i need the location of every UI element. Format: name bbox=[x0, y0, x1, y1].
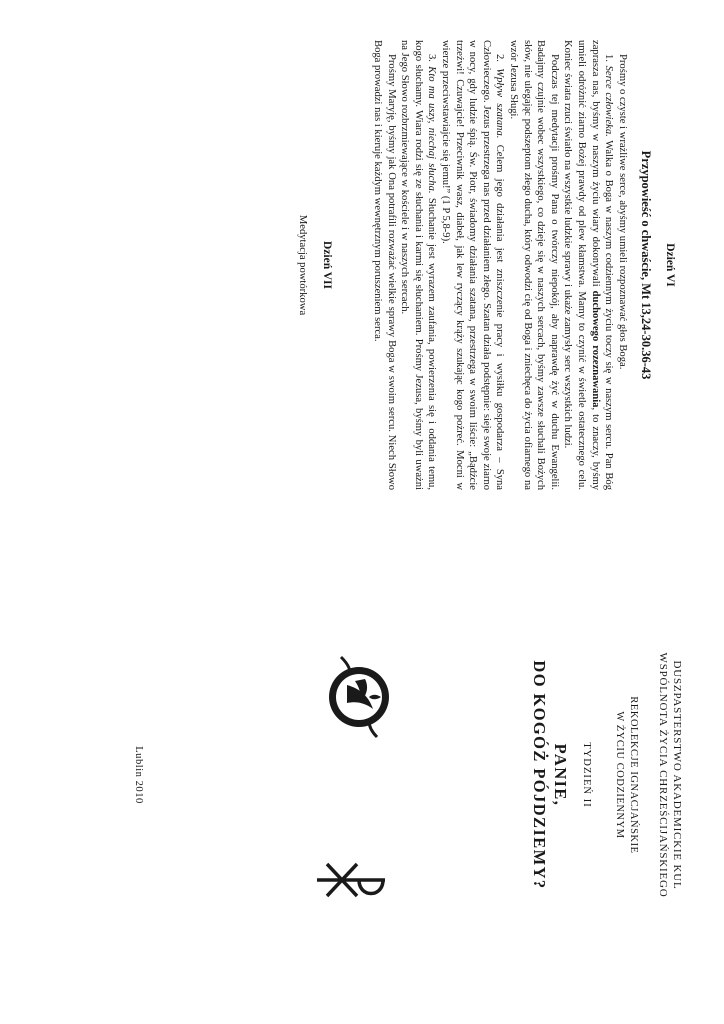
point-2: 2. Wpływ szatana. Celem jego działania jest zniszczenie pracy i wysiłku gospodarza – Syna Człowieczego. Jezus przestrzega nas przed działaniem złego. Szatan działa podstępnie: sieje swoje ziarno w nocy, gdy ludzie śpią. Św. Piotr, świadomy działania szatana, przestrzega w swoim liście: „Bądźcie trzeźwi! Czuwajcie! Przeciwnik wasz, diabeł, jak lew ryczący krąży szukając kogo pożreć. Mocni w wierze przeciwstawiajcie się jemu!” (1 P 5,8-9). bbox=[440, 40, 506, 491]
closing-prayer: Prośmy Maryję, byśmy jak Ona potrafili rozważać wielkie sprawy Boga w swoim sercu. Niech Słowo Boga prowadzi nas i kieruje każdym wewnętrznym poruszeniem serca. bbox=[372, 40, 397, 490]
chi-rho-icon bbox=[311, 850, 391, 910]
point-3-heading: Kto ma uszy, niechaj słucha. bbox=[426, 66, 438, 194]
logos-row bbox=[289, 560, 399, 990]
main-title-line-1: PANIE, bbox=[551, 743, 570, 807]
intro-prayer: Prośmy o czyste i wrażliwe serce, abyśmy umieli rozpoznawać głos Boga. bbox=[616, 54, 628, 370]
parable-title: Przypowieść o chwaście, Mt 13,24-30.36-43 bbox=[639, 150, 654, 380]
point-1-heading: Serce człowieka. bbox=[603, 65, 615, 137]
meditation-text-panel bbox=[36, 40, 676, 490]
organization-line-2: WSPÓLNOTA ŻYCIA CHRZEŚCIJAŃSKIEGO bbox=[657, 652, 669, 898]
series-line-2: W ŻYCIU CODZIENNYM bbox=[614, 711, 625, 839]
day-7-heading: Dzień VII bbox=[320, 240, 333, 290]
series-line-1: REKOLEKCJE IGNACJAŃSKIE bbox=[628, 696, 639, 854]
cls-dove-flame-icon bbox=[319, 645, 399, 750]
day-6-heading: Dzień VI bbox=[664, 243, 676, 287]
point-3: 3. Kto ma uszy, niechaj słucha. Słuchanie jest wyrazem zaufania, powierzenia się i oddania temu, kogo słuchamy. Wiara rodzi się ze słuchania i karmi się słuchaniem. Prośmy Jezusa, byśmy byli uważni na Jego Słowo rozbrzmiewające w kościele i w naszych sercach. bbox=[399, 40, 438, 491]
point-2-heading: Wpływ szatana. bbox=[494, 68, 506, 139]
week-label: TYDZIEŃ II bbox=[581, 742, 592, 808]
meditation-paragraph: Podczas tej medytacji prośmy Pana o twórczy niepokój, aby naprawdę żyć w duchu Ewangelii. Badajmy czujnie wobec wszystkiego, co dzieje się w naszych sercach, byśmy zawsze słuchali Bożych słów, nie ulegając podszeptom złego ducha, który odwodzi cię od Boga i zniechęca do życia ofiarnego na wzór Jezusa Sługi. bbox=[508, 40, 560, 490]
cover-panel bbox=[34, 560, 684, 990]
duchowe-rozeznawanie-bold: duchowego rozeznawania bbox=[589, 290, 601, 408]
point-1: 1. Serce człowieka. Walka o Boga w naszym codziennym życiu toczy się w naszym sercu. Pan Bóg zaprasza nas, byśmy w naszym życiu wiary dokonywali duchowego rozeznawania, to znaczy, byśmy umieli odróżnić ziarno Bożej prawdy od plew kłamstwa. Mamy to czynić w świetle ostatecznego celu. Koniec świata rzuci światło na wszystkie ludzkie sprawy i ukaże zamysły serc wszystkich ludzi. bbox=[562, 40, 615, 491]
day-7-subtitle: Medytacja powtórkowa bbox=[296, 214, 308, 316]
organization-line-1: DUSZPASTERSTWO AKADEMICKIE KUL bbox=[671, 660, 683, 890]
main-title-line-2: DO KOGÓŻ PÓJDZIEMY? bbox=[530, 660, 549, 890]
place-and-year: Lublin 2010 bbox=[133, 746, 144, 804]
